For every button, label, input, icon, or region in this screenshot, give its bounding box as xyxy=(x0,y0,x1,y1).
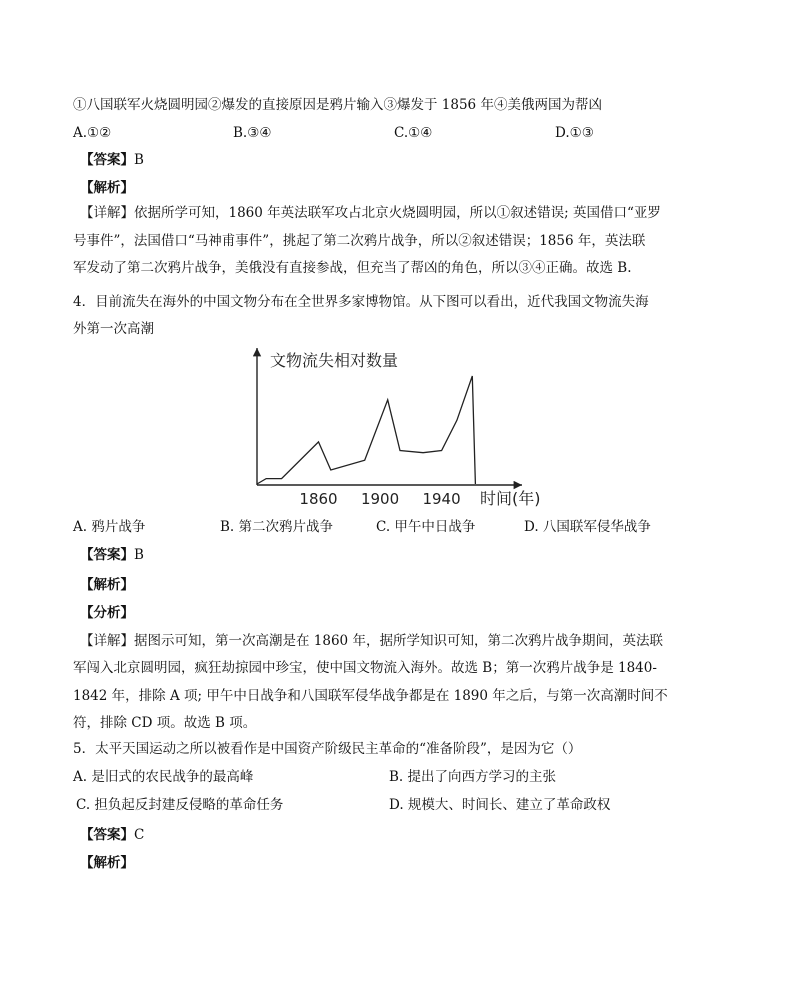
q3-detail-line-3: 军发动了第二次鸦片战争，美俄没有直接参战，但充当了帮凶的角色，所以③④正确。故选 B. xyxy=(73,260,632,276)
q4-answer-tag: 【答案】 xyxy=(80,547,134,563)
q4-fenxi-tag: 【分析】 xyxy=(80,605,134,621)
q3-option-c: C.①④ xyxy=(394,125,433,141)
q3-option-a: A.①② xyxy=(73,125,112,141)
x-tick-label: 1900 xyxy=(360,490,400,508)
q5-answer xyxy=(80,826,144,844)
q3-answer-tag: 【答案】 xyxy=(80,152,134,168)
q4-option-d: D. 八国联军侵华战争 xyxy=(524,519,651,535)
q3-answer-value: B xyxy=(134,152,144,168)
q4-stem-line-1: 4．目前流失在海外的中国文物分布在全世界多家博物馆。从下图可以看出，近代我国文物流失海 xyxy=(73,294,649,310)
q5-option-c: C. 担负起反封建反侵略的革命任务 xyxy=(76,797,284,813)
q4-detail-line-3: 1842 年，排除 A 项; 甲午中日战争和八国联军侵华战争都是在 1890 年之后，与第一次高潮时间不 xyxy=(73,688,668,704)
q5-option-a: A. 是旧式的农民战争的最高峰 xyxy=(73,769,254,785)
q5-option-b: B. 提出了向西方学习的主张 xyxy=(389,769,557,785)
series-line xyxy=(257,376,475,484)
q4-answer xyxy=(80,546,144,564)
q4-detail-line-1: 【详解】据图示可知，第一次高潮是在 1860 年，据所学知识可知，第二次鸦片战争期间，英法联 xyxy=(80,633,663,649)
q4-chart xyxy=(240,342,560,512)
q3-statement: ①八国联军火烧圆明园②爆发的直接原因是鸦片输入③爆发于 1856 年④美俄两国为帮凶 xyxy=(73,97,602,113)
q4-answer-value: B xyxy=(134,547,144,563)
q4-option-a: A. 鸦片战争 xyxy=(73,519,146,535)
q4-stem-line-2: 外第一次高潮 xyxy=(73,321,154,337)
q5-answer-tag: 【答案】 xyxy=(80,827,134,843)
x-tick-labels xyxy=(299,490,460,508)
q4-option-b: B. 第二次鸦片战争 xyxy=(220,519,334,535)
x-axis-label: 时间(年) xyxy=(480,489,541,508)
x-tick-label: 1860 xyxy=(299,490,338,508)
q3-detail-line-1: 【详解】依据所学可知，1860 年英法联军攻占北京火烧圆明园，所以①叙述错误; 英国借口“亚罗 xyxy=(80,205,661,221)
q3-option-b: B.③④ xyxy=(233,125,272,141)
q4-option-c: C. 甲午中日战争 xyxy=(376,519,476,535)
q5-stem: 5．太平天国运动之所以被看作是中国资产阶级民主革命的“准备阶段”，是因为它（） xyxy=(73,741,582,757)
q5-answer-value: C xyxy=(134,827,145,843)
chart-title: 文物流失相对数量 xyxy=(270,351,399,370)
q4-detail-line-2: 军闯入北京圆明园，疯狂劫掠园中珍宝，使中国文物流入海外。故选 B；第一次鸦片战争是 1840- xyxy=(73,660,657,676)
q4-detail-line-4: 符，排除 CD 项。故选 B 项。 xyxy=(73,715,257,731)
x-tick-label: 1940 xyxy=(422,490,461,508)
q5-option-d: D. 规模大、时间长、建立了革命政权 xyxy=(389,797,611,813)
q3-answer xyxy=(80,151,144,169)
q3-option-d: D.①③ xyxy=(555,125,594,141)
q3-detail-line-2: 号事件”，法国借口“马神甫事件”，挑起了第二次鸦片战争，所以②叙述错误；1856 年，英法联 xyxy=(73,233,646,249)
q3-analysis-tag: 【解析】 xyxy=(80,180,134,196)
q4-analysis-tag: 【解析】 xyxy=(80,577,134,593)
q5-analysis-tag: 【解析】 xyxy=(80,855,134,871)
